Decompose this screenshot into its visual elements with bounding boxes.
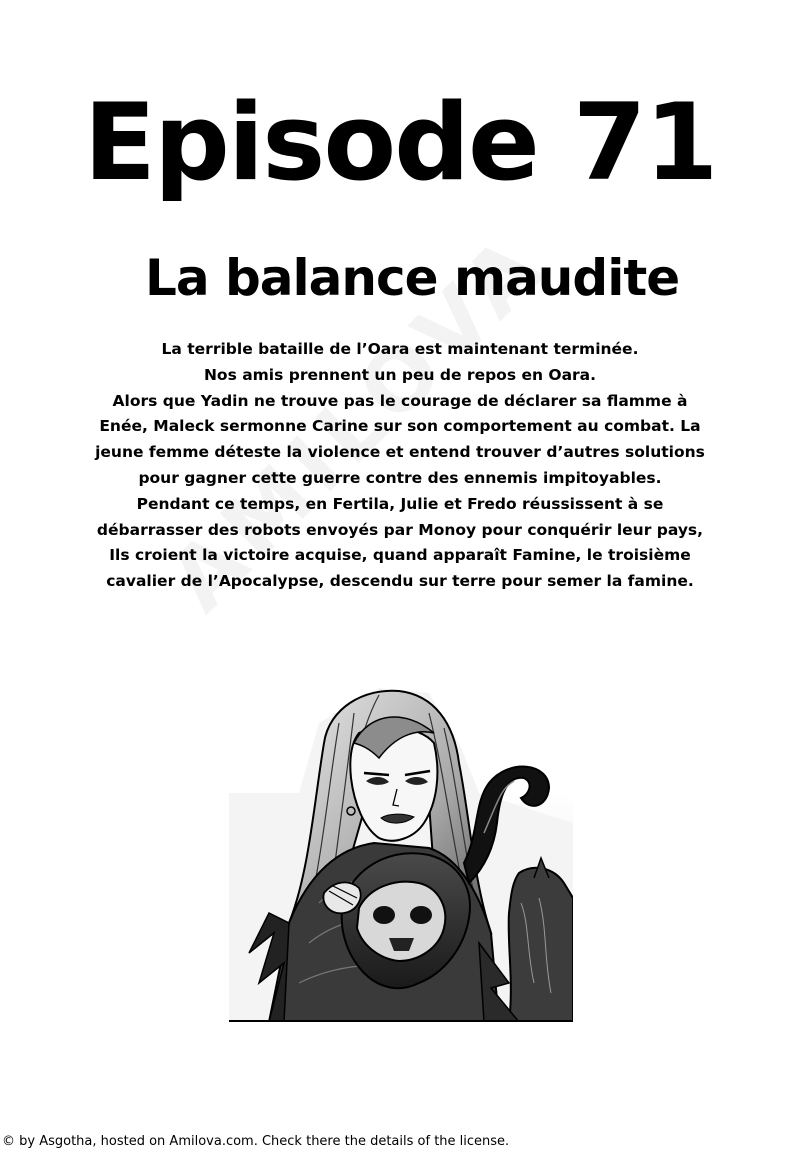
synopsis-line: Alors que Yadin ne trouve pas le courage de déclarer sa flamme à bbox=[112, 391, 688, 410]
skull-eye-right bbox=[410, 906, 432, 924]
synopsis-line: Nos amis prennent un peu de repos en Oara. bbox=[203, 365, 597, 384]
illustration-famine-rider bbox=[229, 683, 573, 1022]
episode-title: Episode 71 bbox=[83, 81, 717, 204]
synopsis-line: jeune femme déteste la violence et entend trouver d’autres solutions bbox=[95, 443, 705, 462]
synopsis-line: débarrasser des robots envoyés par Monoy pour conquérir leur pays, bbox=[96, 520, 704, 539]
episode-subtitle: La balance maudite bbox=[145, 249, 680, 307]
synopsis-line: cavalier de l’Apocalypse, descendu sur terre pour semer la famine. bbox=[106, 572, 694, 591]
synopsis-line: pour gagner cette guerre contre des ennemis impitoyables. bbox=[138, 468, 662, 487]
synopsis-line: La terrible bataille de l’Oara est maintenant terminée. bbox=[161, 340, 639, 358]
synopsis-line: Ils croient la victoire acquise, quand apparaît Famine, le troisième bbox=[109, 546, 691, 565]
synopsis-line: Pendant ce temps, en Fertila, Julie et Fredo réussissent à se bbox=[136, 494, 664, 513]
synopsis bbox=[70, 337, 730, 595]
second-horse bbox=[509, 868, 573, 1022]
synopsis-line: Enée, Maleck sermonne Carine sur son comportement au combat. La bbox=[99, 417, 701, 436]
skull-eye-left bbox=[373, 906, 395, 924]
license-footer: © by Asgotha, hosted on Amilova.com. Check there the details of the license. bbox=[2, 1134, 510, 1149]
gauntlet-hand bbox=[323, 882, 360, 913]
